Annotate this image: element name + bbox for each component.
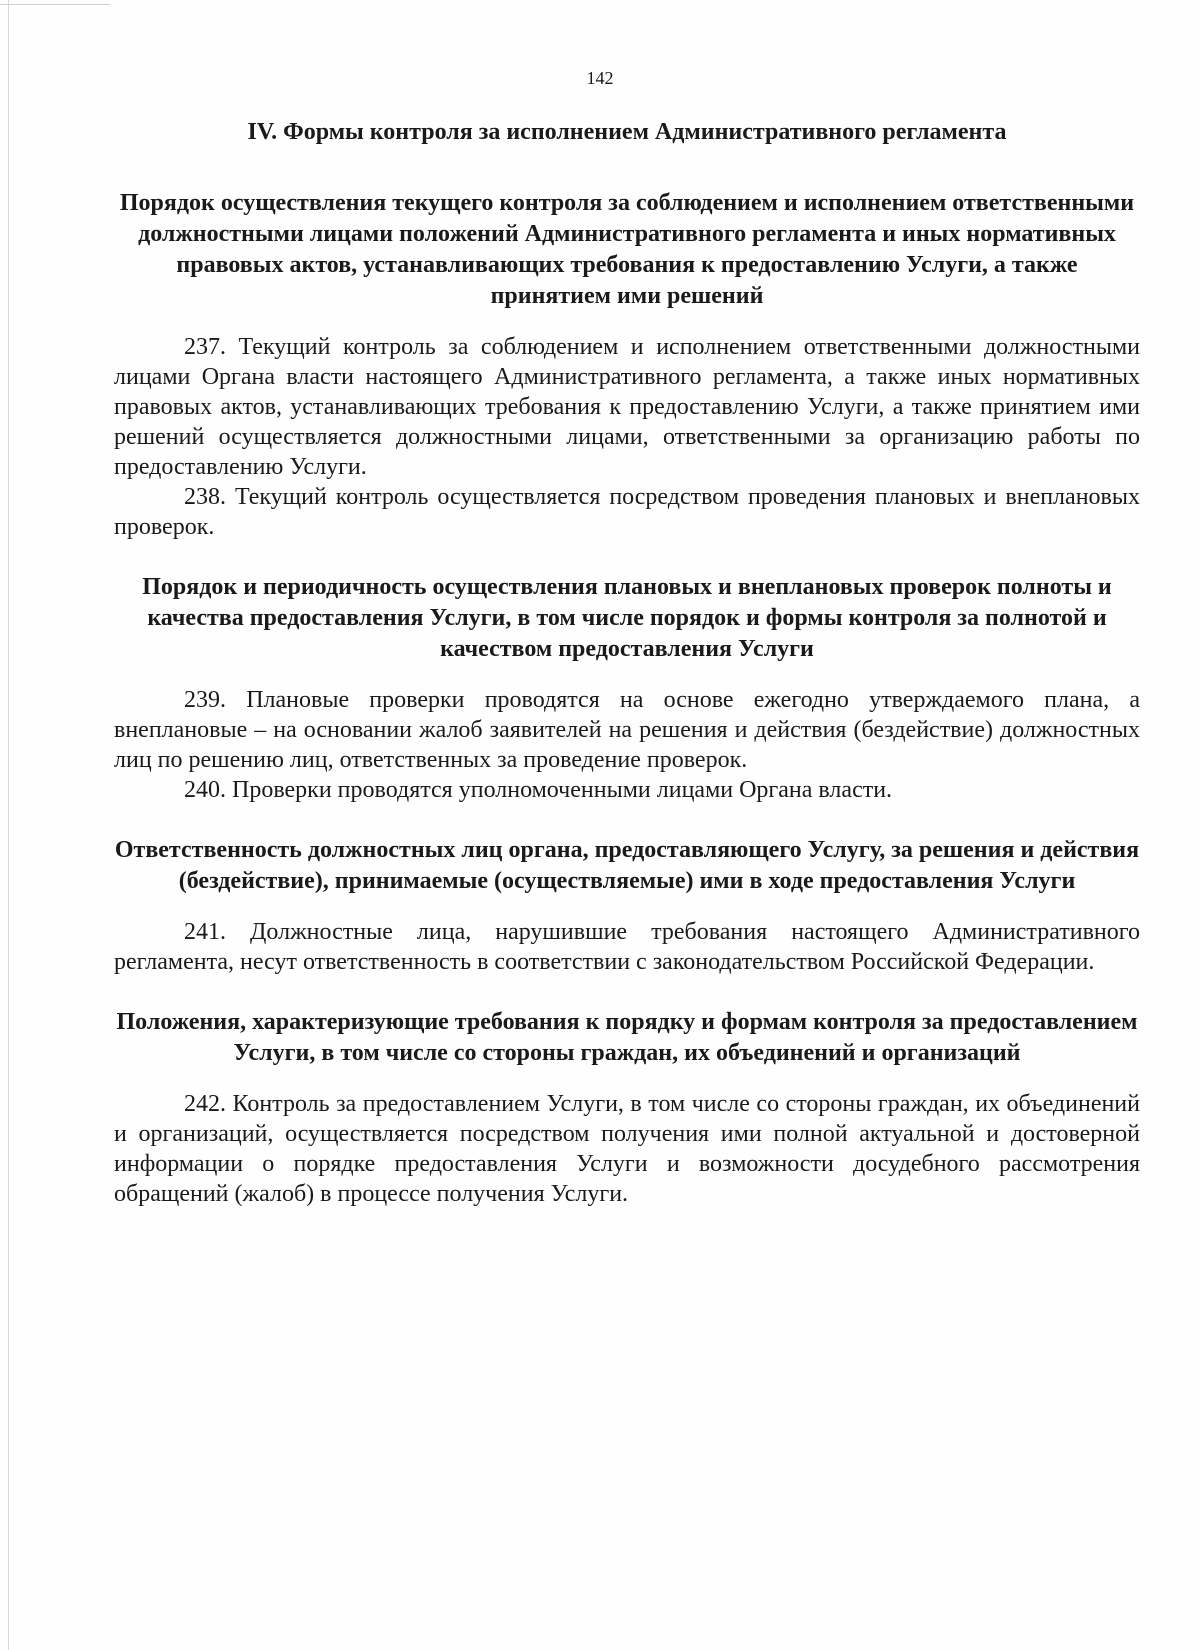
section-block bbox=[114, 572, 1140, 805]
section-block bbox=[114, 835, 1140, 977]
document-body bbox=[114, 116, 1140, 1209]
section-heading: Положения, характеризующие требования к порядку и формам контроля за предоставлением Услуги, в том числе со стороны граждан, их объединений и организаций bbox=[116, 1009, 1138, 1066]
paragraph: 241. Должностные лица, нарушившие требования настоящего Административного регламента, несут ответственность в соответствии с законодательством Российской Федерации. bbox=[114, 919, 1140, 975]
section-heading: Порядок осуществления текущего контроля за соблюдением и исполнением ответственными должностными лицами положений Административного регламента и иных нормативных правовых актов, устанавливающих требования к предоставлению Услуги, а также принятием ими решений bbox=[119, 190, 1135, 309]
section-heading: Порядок и периодичность осуществления плановых и внеплановых проверок полноты и качества предоставления Услуги, в том числе порядок и формы контроля за полнотой и качеством предоставления Услуги bbox=[142, 574, 1112, 662]
paragraph: 240. Проверки проводятся уполномоченными лицами Органа власти. bbox=[184, 777, 893, 803]
section-block bbox=[114, 188, 1140, 542]
paragraph: 237. Текущий контроль за соблюдением и исполнением ответственными должностными лицами Органа власти настоящего Административного регламента, а также иных нормативных правовых актов, устанавливающих требования к предоставлению Услуги, а также принятием ими решений осуществляется должностными лицами, ответственными за организацию работы по предоставлению Услуги. bbox=[114, 334, 1140, 480]
paragraph: 242. Контроль за предоставлением Услуги, в том числе со стороны граждан, их объединений и организаций, осуществляется посредством получения ими полной актуальной и достоверной информации о порядке предоставления Услуги и возможности досудебного рассмотрения обращений (жалоб) в процессе получения Услуги. bbox=[114, 1091, 1140, 1207]
scan-edge-line bbox=[8, 0, 9, 1650]
page-number: 142 bbox=[586, 68, 614, 88]
scan-edge-line bbox=[0, 4, 110, 5]
section-title: IV. Формы контроля за исполнением Административного регламента bbox=[247, 119, 1007, 145]
section-block bbox=[114, 1007, 1140, 1209]
paragraph: 239. Плановые проверки проводятся на основе ежегодно утверждаемого плана, а внеплановые – на основании жалоб заявителей на решения и действия (бездействие) должностных лиц по решению лиц, ответственных за проведение проверок. bbox=[114, 687, 1140, 773]
section-heading: Ответственность должностных лиц органа, предоставляющего Услугу, за решения и действия (бездействие), принимаемые (осуществляемые) ими в ходе предоставления Услуги bbox=[114, 837, 1140, 894]
paragraph: 238. Текущий контроль осуществляется посредством проведения плановых и внеплановых проверок. bbox=[114, 484, 1140, 540]
